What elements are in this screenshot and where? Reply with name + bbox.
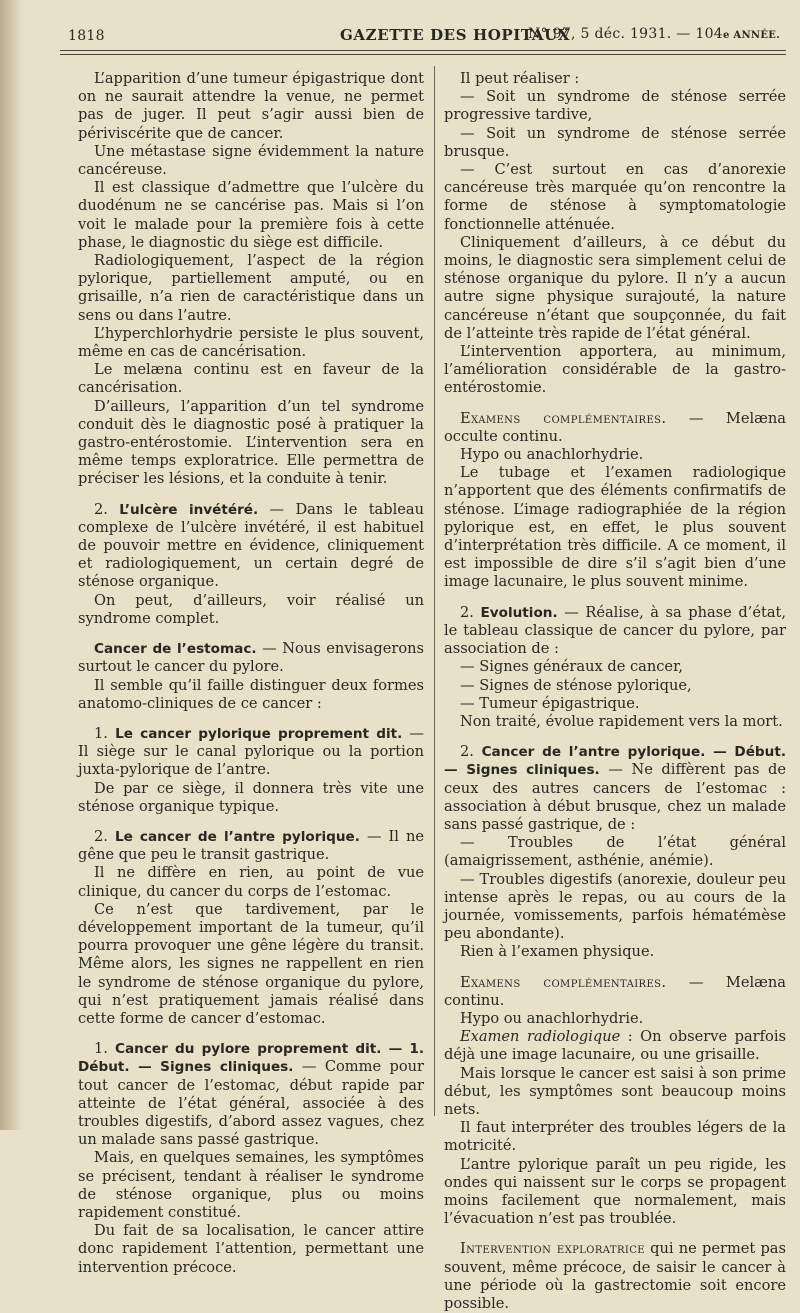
paragraph: L’intervention apportera, au minimum, l’amélioration considérable de la gastro-entérostomie. (444, 343, 786, 397)
section-evolution (444, 604, 786, 659)
page-binding-edge (0, 0, 22, 1130)
section-text: — Ne diffèrent pas de ceux des autres cancers de l’estomac : association à début brusque, chez un malade sans passé gastrique, de : (444, 761, 786, 833)
examens-complementaires-1 (444, 410, 786, 446)
paragraph: Radiologiquement, l’aspect de la région pylorique, partiellement amputé, ou en grisaille, n’a rien de caractéristique dans un sens ou dans l’autre. (78, 252, 424, 324)
italic-term: Examen radiologique (460, 1028, 621, 1046)
paragraph: L’antre pylorique paraît un peu rigide, les ondes qui naissent sur le corps se propagent moins facilement que normalement, mais l’évacuation n’est pas troublée. (444, 1155, 786, 1228)
paragraph: On peut, d’ailleurs, voir réalisé un syndrome complet. (78, 591, 424, 627)
section-text: — Nous envisagerons surtout le cancer du pylore. (78, 640, 424, 676)
paragraph: Il ne diffère en rien, au point de vue clinique, du cancer du corps de l’estomac. (78, 864, 424, 900)
section-label: Examens complémentaires. (460, 973, 667, 991)
paragraph-text: : On observe parfois déjà une image lacunaire, ou une grisaille. (444, 1028, 786, 1064)
section-cancer-estomac (78, 640, 424, 676)
paragraph: — Soit un syndrome de sténose serrée brusque. (444, 124, 786, 160)
section-text: — Dans le tableau complexe de l’ulcère invétéré, il est habituel de pouvoir mettre en évidence, cliniquement et radiologiquement, un certain degré de sténose organique. (78, 500, 425, 591)
paragraph: Il semble qu’il faille distinguer deux formes anatomo-cliniques de ce cancer : (78, 676, 424, 712)
section-text: — Comme pour tout cancer de l’estomac, début rapide par atteinte de l’état général, associée à des troubles digestifs, d’abord assez vagues, chez un malade sans passé gastrique. (78, 1058, 424, 1149)
section-label: Intervention exploratrice (460, 1240, 645, 1258)
journal-title: GAZETTE DES HOPITAUX (340, 26, 571, 44)
section-cancer-pylorique (78, 725, 424, 780)
paragraph: — Soit un syndrome de sténose serrée progressive tardive, (444, 88, 786, 124)
section-number: 2. (460, 743, 474, 761)
section-title: Le cancer de l’antre pylorique. (114, 828, 360, 845)
section-text: — Réalise, à sa phase d’état, le tableau classique de cancer du pylore, par association de : (444, 603, 787, 658)
section-title: Cancer de l’estomac. (94, 641, 257, 658)
paragraph: L’hyperchlorhydrie persiste le plus souvent, même en cas de cancérisation. (78, 324, 424, 361)
paragraph: Mais, en quelques semaines, les symptômes se précisent, tendant à réaliser le syndrome de sténose organique, plus ou moins rapidement constitué. (78, 1149, 424, 1221)
section-text: — Melæna continu. (444, 973, 786, 1009)
section-cancer-pylore-debut (78, 1040, 424, 1149)
right-column (444, 70, 786, 1313)
section-number: 1. (94, 1040, 108, 1058)
list-item: — Tumeur épigastrique. (460, 694, 640, 712)
list-item: — Troubles de l’état général (amaigrissement, asthénie, anémie). (444, 834, 786, 870)
paragraph: — C’est surtout en cas d’anorexie cancéreuse très marquée qu’on rencontre la forme de sténose à symptomatologie fonctionnelle atténuée. (444, 161, 786, 233)
list-item: — Signes de sténose pylorique, (460, 676, 692, 694)
section-text: — Il ne gêne que peu le transit gastrique. (78, 827, 425, 864)
paragraph: D’ailleurs, l’apparition d’un tel syndrome conduit dès le diagnostic posé à pratiquer la gastro-entérostomie. L’intervention sera en même temps exploratrice. Elle permettra de préciser les lésions, et la conduite à tenir. (78, 397, 424, 488)
list-item: — Troubles digestifs (anorexie, douleur peu intense après le repas, ou au cours de la journée, vomissements, parfois hématémèse peu abondante). (444, 870, 786, 943)
paragraph: Ce n’est que tardivement, par le développement important de la tumeur, qu’il pourra provoquer une gêne légère du transit. Même alors, les signes ne rappellent en rien le syndrome de sténose organique du pylore, qui n’est pratiquement jamais réalisé dans cette forme de cancer d’estomac. (78, 900, 424, 1027)
paragraph: Mais lorsque le cancer est saisi à son prime début, les symptômes sont beaucoup moins nets. (444, 1064, 786, 1118)
paragraph (444, 1028, 786, 1064)
page-number: 1818 (68, 28, 105, 44)
paragraph: Le melæna continu est en faveur de la cancérisation. (78, 361, 424, 397)
section-title: Cancer de l’antre pylorique. — Début. — Signes cliniques. (444, 744, 786, 779)
paragraph: Cliniquement d’ailleurs, à ce début du moins, le diagnostic sera simplement celui de sténose organique du pylore. Il n’y a aucun autre signe physique surajouté, la nature cancéreuse n’étant que soupçonnée, du fait de l’atteinte très rapide de l’état général. (444, 233, 786, 342)
left-column (78, 70, 424, 1277)
issue-info (528, 26, 780, 42)
section-label: Examens complémentaires. (460, 409, 667, 427)
paragraph: Non traité, évolue rapidement vers la mort. (460, 712, 783, 730)
header-rule (60, 50, 786, 51)
section-cancer-antre-debut (444, 743, 786, 834)
paragraph: Hypo ou anachlorhydrie. (460, 446, 644, 464)
list-item: — Signes généraux de cancer, (460, 658, 684, 676)
section-cancer-antre (78, 828, 424, 864)
section-number: 2. (460, 603, 474, 621)
section-text: qui ne permet pas souvent, même précoce, de saisir le cancer à une période où la gastrectomie soit encore possible. (444, 1240, 786, 1312)
header-rule-double (60, 54, 786, 55)
section-number: 1. (94, 724, 108, 742)
section-title: Evolution. (480, 604, 558, 621)
section-ulcere-invetere (78, 501, 424, 592)
annee-suffix: e ANNÉE. (722, 30, 780, 41)
paragraph: Il est classique d’admettre que l’ulcère du duodénum ne se cancérise pas. Mais si l’on voit le malade pour la première fois à cette phase, le diagnostic du siège est difficile. (78, 179, 424, 251)
paragraph: De par ce siège, il donnera très vite une sténose organique typique. (78, 779, 424, 815)
issue-text: N° 97, 5 déc. 1931. — 104 (528, 26, 723, 42)
section-title: Cancer du pylore proprement dit. — 1. Début. — Signes cliniques. (78, 1041, 424, 1076)
paragraph: Il peut réaliser : (460, 70, 580, 87)
paragraph: Il faut interpréter des troubles légers de la motricité. (444, 1119, 786, 1155)
paragraph: Hypo ou anachlorhydrie. (460, 1009, 644, 1027)
section-text: — Il siège sur le canal pylorique ou la portion juxta-pylorique de l’antre. (78, 724, 425, 779)
examens-complementaires-2 (444, 974, 786, 1010)
running-header (60, 22, 786, 44)
section-number: 2. (94, 827, 108, 845)
section-text: — Melæna occulte continu. (444, 409, 786, 445)
column-divider (434, 66, 435, 1116)
paragraph: Le tubage et l’examen radiologique n’apportent que des éléments confirmatifs de sténose. L’image radiographiée de la région pylorique est, en effet, le plus souvent d’interprétation très difficile. A ce moment, il est impossible de dire s’il s’agit bien d’une image lacunaire, le plus souvent minime. (444, 464, 786, 591)
intervention-exploratrice (444, 1240, 786, 1313)
section-title: L’ulcère invétéré. (119, 501, 259, 518)
paragraph: Une métastase signe évidemment la nature cancéreuse. (78, 142, 424, 179)
paragraph: Du fait de sa localisation, le cancer attire donc rapidement l’attention, permettant une intervention précoce. (78, 1222, 424, 1276)
section-number: 2. (94, 500, 108, 518)
section-title: Le cancer pylorique proprement dit. (115, 725, 403, 742)
paragraph: Rien à l’examen physique. (460, 943, 655, 961)
paragraph: L’apparition d’une tumeur épigastrique dont on ne saurait attendre la venue, ne permet pas de juger. Il peut s’agir aussi bien de périviscérite que de cancer. (78, 70, 424, 142)
